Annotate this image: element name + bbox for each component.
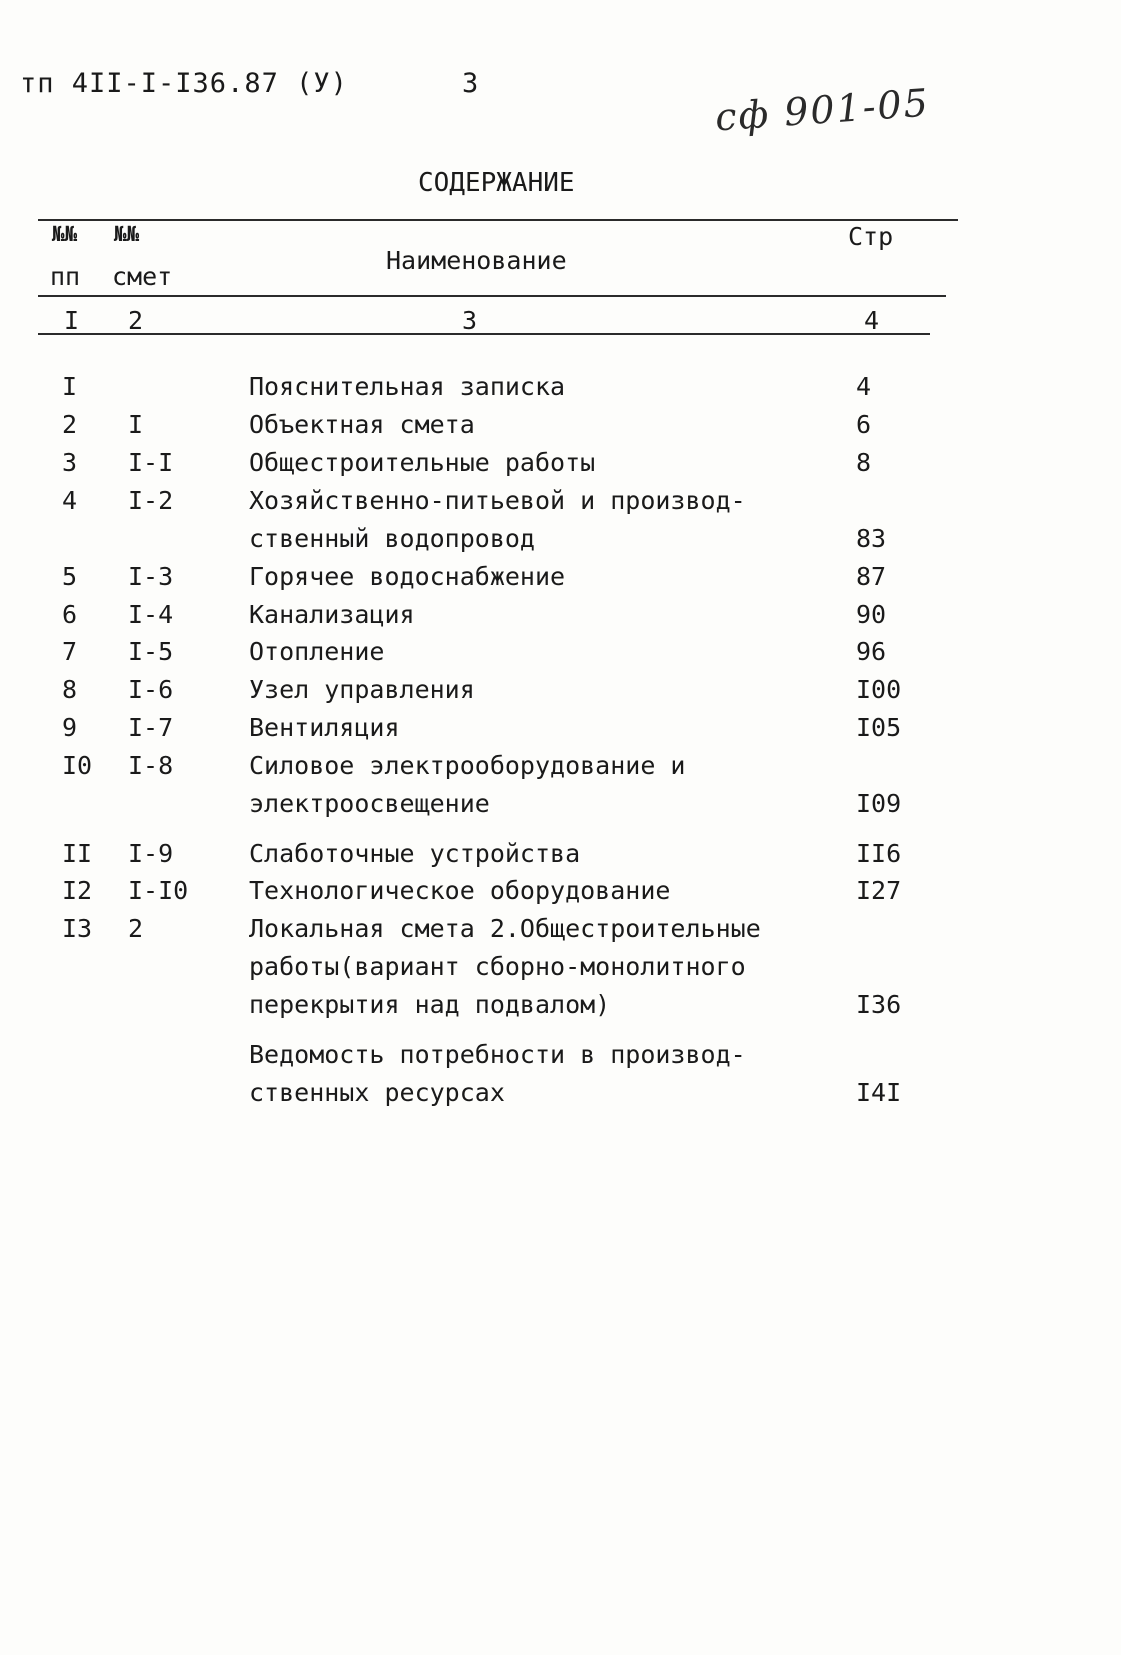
row-number: II — [62, 839, 93, 868]
header-page: Стр — [848, 222, 894, 251]
item-name-line: Локальная смета 2.Общестроительные — [249, 914, 761, 943]
item-name-line: Горячее водоснабжение — [249, 562, 566, 591]
item-name — [249, 406, 475, 444]
row-number: 8 — [62, 675, 78, 704]
estimate-number: I-6 — [128, 675, 174, 704]
item-name — [249, 671, 475, 709]
estimate-number: I-2 — [128, 486, 174, 515]
row-number: 5 — [62, 562, 78, 591]
row-number: 9 — [62, 713, 78, 742]
item-name — [249, 558, 565, 596]
item-name-line: Ведомость потребности в производ- — [249, 1040, 746, 1069]
estimate-number: I-I — [128, 448, 174, 477]
page-title: СОДЕРЖАНИЕ — [418, 168, 575, 198]
item-name-line: ственных ресурсах — [249, 1078, 505, 1107]
item-name — [249, 482, 746, 558]
estimate-number: I-4 — [128, 600, 174, 629]
item-name-line: Силовое электрооборудование и — [249, 751, 686, 780]
item-name-line: Узел управления — [249, 675, 475, 704]
item-name — [249, 1036, 746, 1112]
item-name — [249, 633, 384, 671]
item-name-line: электроосвещение — [249, 789, 490, 818]
estimate-number: I-3 — [128, 562, 174, 591]
item-name-line: Общестроительные работы — [249, 448, 596, 477]
page-reference: 83 — [856, 524, 887, 553]
column-number-rule — [38, 333, 930, 335]
page-reference: I00 — [856, 675, 902, 704]
page-reference: 6 — [856, 410, 872, 439]
row-number: I3 — [62, 914, 93, 943]
row-number: 7 — [62, 637, 78, 666]
page-reference: I09 — [856, 789, 902, 818]
item-name — [249, 368, 565, 406]
row-number: I — [62, 372, 78, 401]
item-name-line: ственный водопровод — [249, 524, 535, 553]
page-reference: I27 — [856, 876, 902, 905]
column-number-2: 2 — [128, 306, 144, 335]
item-name-line: Хозяйственно-питьевой и производ- — [249, 486, 746, 515]
handwritten-annotation: сф 901-05 — [713, 80, 932, 140]
page-reference: 87 — [856, 562, 887, 591]
table-top-rule — [38, 219, 958, 221]
row-number: 3 — [62, 448, 78, 477]
item-name-line: работы(вариант сборно-монолитного — [249, 952, 746, 981]
header-estimate-number-line1: №№ — [114, 222, 140, 246]
row-number: 2 — [62, 410, 78, 439]
estimate-number: 2 — [128, 914, 144, 943]
item-name-line: перекрытия над подвалом) — [249, 990, 611, 1019]
column-number-1: I — [64, 306, 80, 335]
column-number-3: 3 — [462, 306, 478, 335]
page-reference: 8 — [856, 448, 872, 477]
item-name-line: Технологическое оборудование — [249, 876, 671, 905]
page-reference: I36 — [856, 990, 902, 1019]
item-name-line: Объектная смета — [249, 410, 475, 439]
item-name-line: Отопление — [249, 637, 385, 666]
estimate-number: I-7 — [128, 713, 174, 742]
row-number: 6 — [62, 600, 78, 629]
page-reference: I05 — [856, 713, 902, 742]
column-number-4: 4 — [864, 306, 880, 335]
page-number: 3 — [462, 68, 479, 99]
row-number: I2 — [62, 876, 93, 905]
page-reference: 90 — [856, 600, 887, 629]
estimate-number: I-5 — [128, 637, 174, 666]
estimate-number: I-8 — [128, 751, 174, 780]
row-number: 4 — [62, 486, 78, 515]
item-name-line: Канализация — [249, 600, 415, 629]
estimate-number: I — [128, 410, 144, 439]
estimate-number: I-9 — [128, 839, 174, 868]
header-name: Наименование — [386, 246, 567, 275]
item-name-line: Слаботочные устройства — [249, 839, 581, 868]
page-reference: 4 — [856, 372, 872, 401]
page-reference: I4I — [856, 1078, 902, 1107]
item-name-line: Пояснительная записка — [249, 372, 566, 401]
item-name — [249, 910, 761, 1024]
item-name — [249, 709, 400, 747]
item-name — [249, 835, 580, 873]
item-name — [249, 596, 415, 634]
header-estimate-number-line2: смет — [112, 262, 173, 291]
header-row-number-line1: №№ — [52, 222, 78, 246]
header-row-number-line2: пп — [50, 262, 81, 291]
item-name — [249, 872, 670, 910]
header-bottom-rule — [38, 295, 946, 297]
document-code: тп 4II-I-I36.87 (У) — [20, 68, 348, 99]
estimate-number: I-I0 — [128, 876, 189, 905]
item-name — [249, 444, 595, 482]
page-reference: II6 — [856, 839, 902, 868]
item-name-line: Вентиляция — [249, 713, 400, 742]
item-name — [249, 747, 686, 823]
page-reference: 96 — [856, 637, 887, 666]
row-number: I0 — [62, 751, 93, 780]
